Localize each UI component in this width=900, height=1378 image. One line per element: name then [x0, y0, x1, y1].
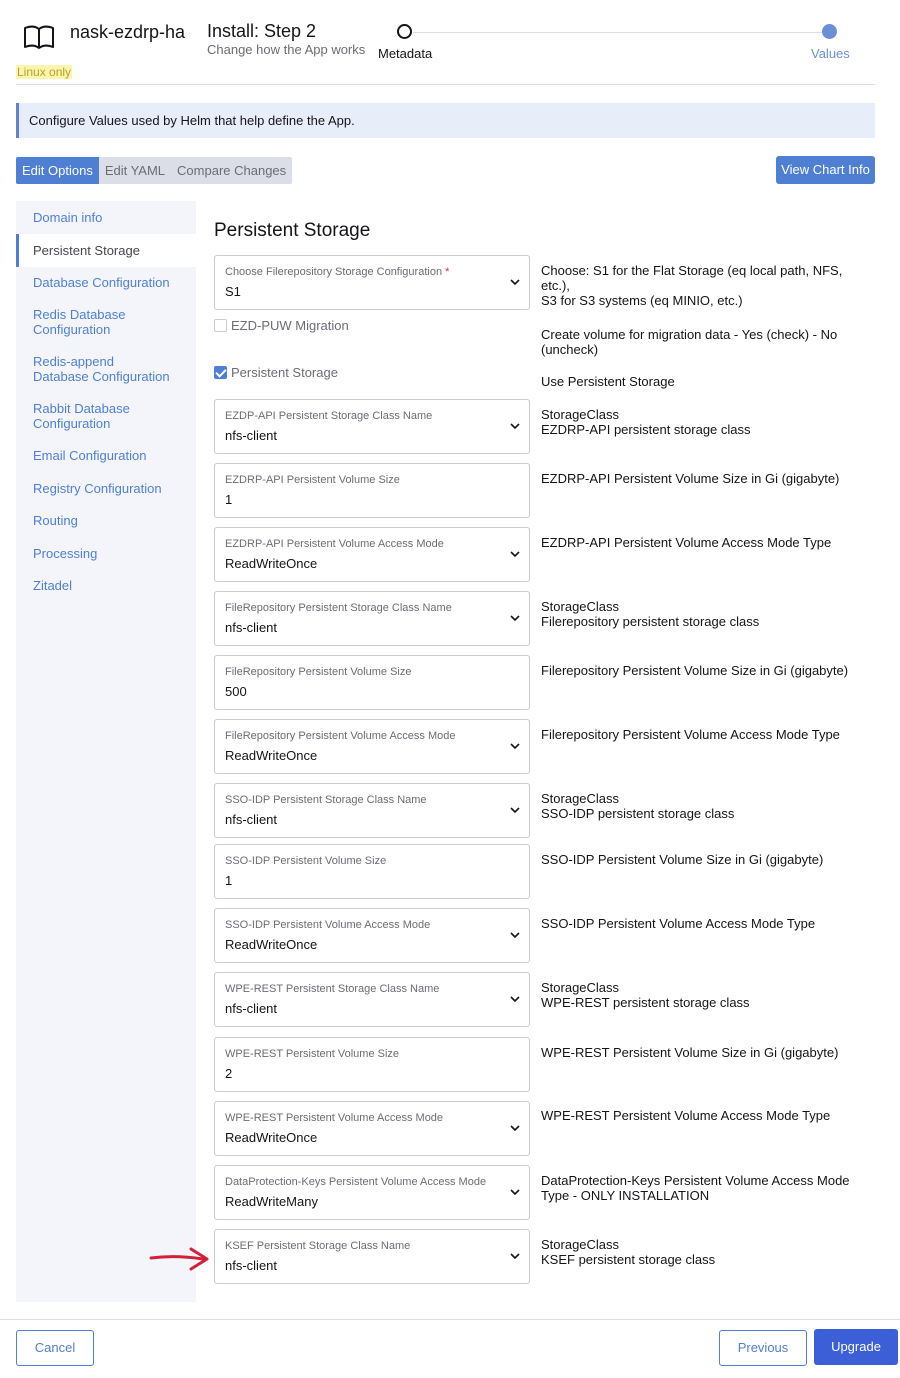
- description-line: SSO-IDP Persistent Volume Size in Gi (gigabyte): [541, 852, 824, 867]
- description-line: WPE-REST Persistent Volume Size in Gi (gigabyte): [541, 1045, 839, 1060]
- filerepository-storage-config-select[interactable]: [214, 255, 530, 310]
- description-line: EZDRP-API Persistent Volume Access Mode Type: [541, 535, 832, 550]
- field-label: SSO-IDP Persistent Volume Access Mode: [225, 919, 431, 931]
- step-values-dot[interactable]: [822, 24, 837, 39]
- field-value: ReadWriteOnce: [225, 1130, 318, 1145]
- description-line: SSO-IDP persistent storage class: [541, 806, 735, 821]
- chevron-down-icon: [510, 615, 520, 622]
- description-line: DataProtection-Keys Persistent Volume Access Mode: [541, 1173, 850, 1188]
- field-label: WPE-REST Persistent Storage Class Name: [225, 983, 440, 995]
- install-header: [16, 0, 875, 85]
- field-description: [541, 663, 861, 678]
- field-description: [541, 263, 861, 308]
- chevron-down-icon: [510, 996, 520, 1003]
- field-description: [541, 1045, 861, 1060]
- wpe-rest-access-mode-select[interactable]: [214, 1101, 530, 1156]
- wizard-footer: [0, 1319, 900, 1378]
- filerepository-access-mode-select[interactable]: [214, 719, 530, 774]
- field-value: nfs-client: [225, 1001, 278, 1016]
- field-label: FileRepository Persistent Volume Size: [225, 666, 412, 678]
- field-description: [541, 407, 861, 437]
- section-title: Persistent Storage: [214, 220, 371, 241]
- sso-idp-access-mode-select[interactable]: [214, 908, 530, 963]
- sidebar-item-redis-append-database-configuration[interactable]: [16, 354, 196, 384]
- tab-edit-yaml[interactable]: Edit YAML: [104, 163, 166, 178]
- chevron-down-icon: [510, 743, 520, 750]
- tab-edit-options[interactable]: Edit Options: [16, 157, 99, 184]
- description-line: SSO-IDP Persistent Volume Access Mode Type: [541, 916, 816, 931]
- chevron-down-icon: [510, 551, 520, 558]
- ezdrp-api-access-mode-select[interactable]: [214, 527, 530, 582]
- field-label: FileRepository Persistent Storage Class Name: [225, 602, 452, 614]
- sso-idp-volume-size-input[interactable]: [214, 844, 530, 899]
- chevron-down-icon: [510, 279, 520, 286]
- field-label-text: Choose Filerepository Storage Configuration: [225, 266, 443, 278]
- ksef-storage-class-select[interactable]: [214, 1229, 530, 1284]
- field-value: ReadWriteOnce: [225, 556, 318, 571]
- field-value: 500: [225, 684, 247, 699]
- sso-idp-storage-class-select[interactable]: [214, 783, 530, 838]
- config-sidebar: [16, 201, 196, 1302]
- field-description: [541, 1237, 861, 1267]
- description-line: StorageClass: [541, 980, 620, 995]
- step-subtitle: Change how the App works: [207, 42, 366, 57]
- book-icon: [23, 25, 55, 51]
- previous-button[interactable]: Previous: [719, 1330, 807, 1366]
- description-line: WPE-REST Persistent Volume Access Mode Type: [541, 1108, 831, 1123]
- ezdrp-api-volume-size-input[interactable]: [214, 463, 530, 518]
- field-description: [541, 1108, 861, 1123]
- sidebar-item-email-configuration[interactable]: Email Configuration: [33, 448, 147, 463]
- description-line: EZDRP-API persistent storage class: [541, 422, 751, 437]
- field-description: [541, 916, 861, 931]
- app-name: nask-ezdrp-ha: [70, 22, 186, 42]
- dataprotection-keys-access-mode-select[interactable]: [214, 1165, 530, 1220]
- persistent-storage-checkbox[interactable]: [214, 365, 338, 380]
- ezdp-api-storage-class-select[interactable]: [214, 399, 530, 454]
- field-description: [541, 727, 861, 742]
- description-line: Use Persistent Storage: [541, 374, 675, 389]
- field-value: 2: [225, 1066, 233, 1081]
- field-description: [541, 599, 861, 629]
- field-value: ReadWriteOnce: [225, 748, 318, 763]
- tab-compare-changes[interactable]: Compare Changes: [177, 163, 287, 178]
- field-value: nfs-client: [225, 1258, 278, 1273]
- description-line: Filerepository Persistent Volume Access Mode Type: [541, 727, 840, 742]
- field-label: WPE-REST Persistent Volume Access Mode: [225, 1112, 444, 1124]
- description-line: KSEF persistent storage class: [541, 1252, 716, 1267]
- stepper-line: [413, 32, 829, 33]
- description-line: (uncheck): [541, 342, 599, 357]
- description-line: Filerepository persistent storage class: [541, 614, 760, 629]
- description-line: Type - ONLY INSTALLATION: [541, 1188, 710, 1203]
- field-value: ReadWriteMany: [225, 1194, 318, 1209]
- filerepository-storage-class-select[interactable]: [214, 591, 530, 646]
- chevron-down-icon: [510, 1189, 520, 1196]
- chevron-down-icon: [510, 1125, 520, 1132]
- description-line: StorageClass: [541, 599, 620, 614]
- description-line: Choose: S1 for the Flat Storage (eq local path, NFS, etc.),: [541, 263, 843, 293]
- field-value: nfs-client: [225, 620, 278, 635]
- checkbox-label: Persistent Storage: [231, 365, 338, 380]
- field-label: [225, 266, 449, 278]
- description-line: StorageClass: [541, 1237, 620, 1252]
- wpe-rest-storage-class-select[interactable]: [214, 972, 530, 1027]
- checkbox-label: EZD-PUW Migration: [231, 318, 349, 333]
- sidebar-item-database-configuration[interactable]: Database Configuration: [33, 275, 170, 290]
- field-label: WPE-REST Persistent Volume Size: [225, 1048, 400, 1060]
- field-label: EZDP-API Persistent Storage Class Name: [225, 410, 433, 422]
- ezd-puw-migration-checkbox[interactable]: [214, 318, 349, 333]
- field-description: [541, 374, 861, 389]
- sidebar-item-domain-info[interactable]: Domain info: [33, 210, 103, 225]
- sidebar-item-routing[interactable]: Routing: [33, 513, 78, 528]
- chevron-down-icon: [510, 1253, 520, 1260]
- field-description: [541, 852, 861, 867]
- sidebar-item-processing[interactable]: Processing: [33, 546, 98, 561]
- step-values-label[interactable]: Values: [811, 46, 850, 61]
- description-line: S3 for S3 systems (eq MINIO, etc.): [541, 293, 743, 308]
- filerepository-volume-size-input[interactable]: [214, 655, 530, 710]
- step-title: Install: Step 2: [207, 21, 317, 41]
- field-description: [541, 980, 861, 1010]
- description-line: Filerepository Persistent Volume Size in Gi (gigabyte): [541, 663, 849, 678]
- field-label: EZDRP-API Persistent Volume Access Mode: [225, 538, 444, 550]
- field-label: KSEF Persistent Storage Class Name: [225, 1240, 411, 1252]
- sidebar-item-rabbit-database-configuration[interactable]: Rabbit Database Configuration: [33, 401, 130, 431]
- field-value: ReadWriteOnce: [225, 937, 318, 952]
- step-metadata-label[interactable]: Metadata: [378, 46, 433, 61]
- chevron-down-icon: [510, 423, 520, 430]
- upgrade-button[interactable]: Upgrade: [814, 1329, 898, 1365]
- field-value: 1: [225, 492, 233, 507]
- chevron-down-icon: [510, 932, 520, 939]
- sidebar-item-zitadel[interactable]: Zitadel: [33, 578, 73, 593]
- field-description: [541, 471, 861, 486]
- field-label: EZDRP-API Persistent Volume Size: [225, 474, 400, 486]
- field-label: FileRepository Persistent Volume Access Mode: [225, 730, 456, 742]
- checkbox-box[interactable]: [214, 366, 227, 379]
- sidebar-item-label: Redis-append Database Configuration: [33, 354, 170, 384]
- view-chart-info-button[interactable]: View Chart Info: [776, 156, 875, 184]
- sidebar-item-redis-database-configuration[interactable]: Redis Database Configuration: [33, 307, 126, 337]
- checkbox-box[interactable]: [214, 319, 227, 332]
- field-label: SSO-IDP Persistent Storage Class Name: [225, 794, 427, 806]
- field-description: [541, 791, 861, 821]
- field-value: S1: [225, 284, 241, 299]
- description-line: StorageClass: [541, 407, 620, 422]
- linux-only-badge: Linux only: [17, 65, 72, 79]
- required-marker: *: [445, 266, 450, 278]
- field-description: [541, 535, 861, 550]
- field-label: SSO-IDP Persistent Volume Size: [225, 855, 387, 867]
- annotation-arrow-icon: [149, 1244, 211, 1274]
- wpe-rest-volume-size-input[interactable]: [214, 1037, 530, 1092]
- cancel-button[interactable]: Cancel: [16, 1330, 94, 1366]
- field-value: nfs-client: [225, 428, 278, 443]
- info-banner: Configure Values used by Helm that help define the App.: [16, 103, 875, 138]
- chevron-down-icon: [510, 807, 520, 814]
- description-line: EZDRP-API Persistent Volume Size in Gi (gigabyte): [541, 471, 840, 486]
- field-description: [541, 1173, 861, 1203]
- field-value: 1: [225, 873, 233, 888]
- sidebar-item-persistent-storage[interactable]: Persistent Storage: [16, 234, 196, 267]
- field-label: DataProtection-Keys Persistent Volume Access Mode: [225, 1176, 487, 1188]
- description-line: Create volume for migration data - Yes (check) - No: [541, 327, 838, 342]
- edit-mode-tabs: [16, 157, 292, 184]
- field-description: [541, 327, 861, 357]
- sidebar-item-registry-configuration[interactable]: Registry Configuration: [33, 481, 162, 496]
- description-line: WPE-REST persistent storage class: [541, 995, 750, 1010]
- description-line: StorageClass: [541, 791, 620, 806]
- step-metadata-dot[interactable]: [397, 24, 412, 39]
- field-value: nfs-client: [225, 812, 278, 827]
